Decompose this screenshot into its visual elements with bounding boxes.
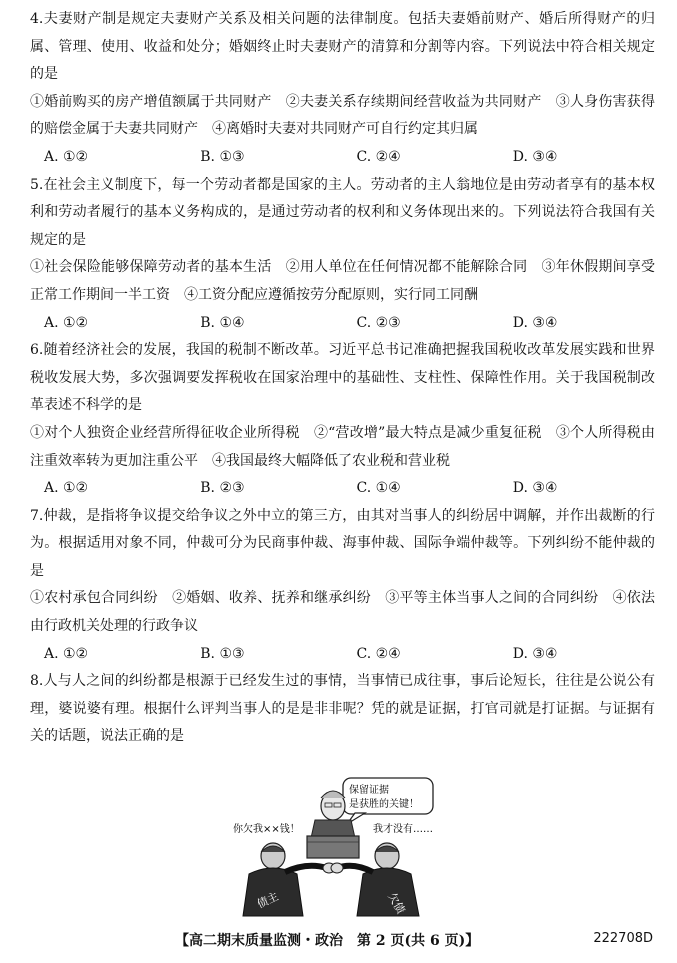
option-a: A. ①② [44,314,89,331]
judge-bubble-line1: 保留证据 [349,785,389,796]
option-d: D. ③④ [512,148,558,165]
question-8 [30,668,655,751]
answer-options [30,144,655,172]
court-cartoon [215,776,460,918]
option-c: C. ②④ [356,645,401,662]
judge-bubble-line2: 是获胜的关键！ [349,799,419,810]
answer-options [30,475,655,503]
question-statements: ①社会保险能够保障劳动者的基本生活 ②用人单位在任何情况都不能解除合同 ③年休假期间享受正常工作期间一半工资 ④工资分配应遵循按劳分配原则，实行同工同酬 [30,259,655,303]
question-stem: 7.仲裁，是指将争议提交给争议之外中立的第三方，由其对当事人的纠纷居中调解，并作出裁断的行为。根据适用对象不同，仲裁可分为民商事仲裁、海事仲裁、国际争端仲裁等。下列纠纷不能仲裁的是 [30,507,655,579]
option-d: D. ③④ [512,480,558,497]
debtor-label: 欠债 [385,890,408,917]
question-stem: 8.人与人之间的纠纷都是根源于已经发生过的事情，当事情已成往事，事后论短长，往往是公说公有理，婆说婆有理。根据什么评判当事人的是是非非呢？凭的就是证据，打官司就是打证据。与证据有关的话题，说法正确的是 [30,673,655,745]
question-6 [30,337,655,503]
question-statements: ①婚前购买的房产增值额属于共同财产 ②夫妻关系存续期间经营收益为共同财产 ③人身伤害获得的赔偿金属于夫妻共同财产 ④离婚时夫妻对共同财产可自行约定其归属 [30,93,655,138]
answer-options [30,641,655,669]
option-a: A. ①② [44,645,89,662]
creditor-label: 债主 [255,889,281,911]
option-b: B. ①③ [200,645,245,662]
footer-title: 【高二期末质量监测・政治 第 2 页(共 6 页)】 [175,933,480,949]
option-c: C. ②③ [356,314,401,331]
question-5 [30,172,655,338]
judge-speech-bubble [343,778,433,824]
option-a: A. ①② [44,480,89,497]
option-d: D. ③④ [512,314,558,331]
question-7 [30,503,655,669]
questions-area [30,6,655,751]
option-a: A. ①② [44,148,89,165]
option-d: D. ③④ [512,645,558,662]
question-statements: ①对个人独资企业经营所得征收企业所得税 ②“营改增”最大特点是减少重复征税 ③个人所得税由注重效率转为更加注重公平 ④我国最终大幅降低了农业税和营业税 [30,424,655,469]
question-stem: 6.随着经济社会的发展，我国的税制不断改革。习近平总书记准确把握我国税收改革发展实践和世界税收发展大势，多次强调要发挥税收在国家治理中的基础性、支柱性、保障性作用。关于我国税制改革表述不科学的是 [30,342,655,414]
question-4 [30,6,655,172]
option-c: C. ①④ [356,480,401,497]
option-b: B. ②③ [200,480,245,497]
creditor-speech: 你欠我××钱！ [233,824,300,835]
question-statements: ①农村承包合同纠纷 ②婚姻、收养、抚养和继承纠纷 ③平等主体当事人之间的合同纠纷 ④依法由行政机关处理的行政争议 [30,590,655,635]
option-c: C. ②④ [356,148,401,165]
page-footer [0,926,677,956]
option-b: B. ①③ [200,148,245,165]
question-stem: 4.夫妻财产制是规定夫妻财产关系及相关问题的法律制度。包括夫妻婚前财产、婚后所得财产的归属、管理、使用、收益和处分；婚姻终止时夫妻财产的清算和分割等内容。下列说法中符合相关规定的是 [30,11,655,83]
question-stem: 5.在社会主义制度下，每一个劳动者都是国家的主人。劳动者的主人翁地位是由劳动者享有的基本权利和劳动者履行的基本义务构成的，是通过劳动者的权利和义务体现出来的。下列说法符合我国有关规定的是 [30,176,655,248]
answer-options [30,310,655,338]
footer-code: 222708D [593,931,653,946]
option-b: B. ①④ [200,314,245,331]
debtor-speech: 我才没有…… [373,824,433,835]
